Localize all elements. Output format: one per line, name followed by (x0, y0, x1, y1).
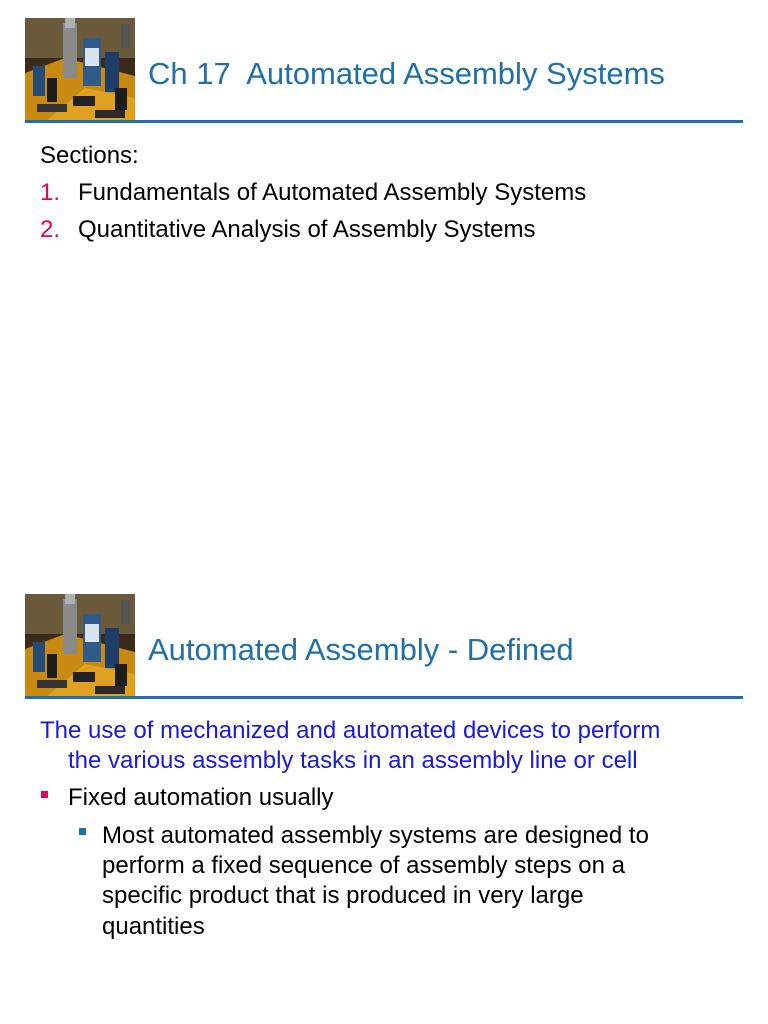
sub-bullet-line: quantities (102, 913, 205, 940)
sections-label: Sections: (40, 142, 139, 169)
slide-title: Ch 17 Automated Assembly Systems (148, 56, 665, 91)
sub-bullet-line: perform a fixed sequence of assembly steps on a (102, 852, 625, 879)
title-underline (25, 120, 743, 123)
bullet-icon (41, 791, 48, 798)
slide-2 (0, 576, 768, 1024)
sub-bullet-icon (79, 828, 86, 835)
sub-bullet-line: specific product that is produced in very large (102, 882, 584, 909)
slide-title: Automated Assembly - Defined (148, 632, 574, 667)
list-item (40, 178, 586, 208)
sub-bullet-line: Most automated assembly systems are designed to (102, 822, 649, 849)
title-underline (25, 696, 743, 699)
definition-line: The use of mechanized and automated devices to perform (40, 717, 661, 744)
bullet-text: Fixed automation usually (68, 784, 334, 811)
definition-line: the various assembly tasks in an assembly line or cell (68, 747, 638, 774)
list-number: 2. (40, 216, 61, 243)
list-text: Quantitative Analysis of Assembly Systems (78, 216, 536, 243)
circuit-board-photo-icon (25, 594, 135, 698)
list-text: Fundamentals of Automated Assembly Systems (78, 179, 587, 206)
list-number: 1. (40, 179, 61, 206)
list-item (40, 215, 536, 245)
circuit-board-photo-icon (25, 18, 135, 122)
